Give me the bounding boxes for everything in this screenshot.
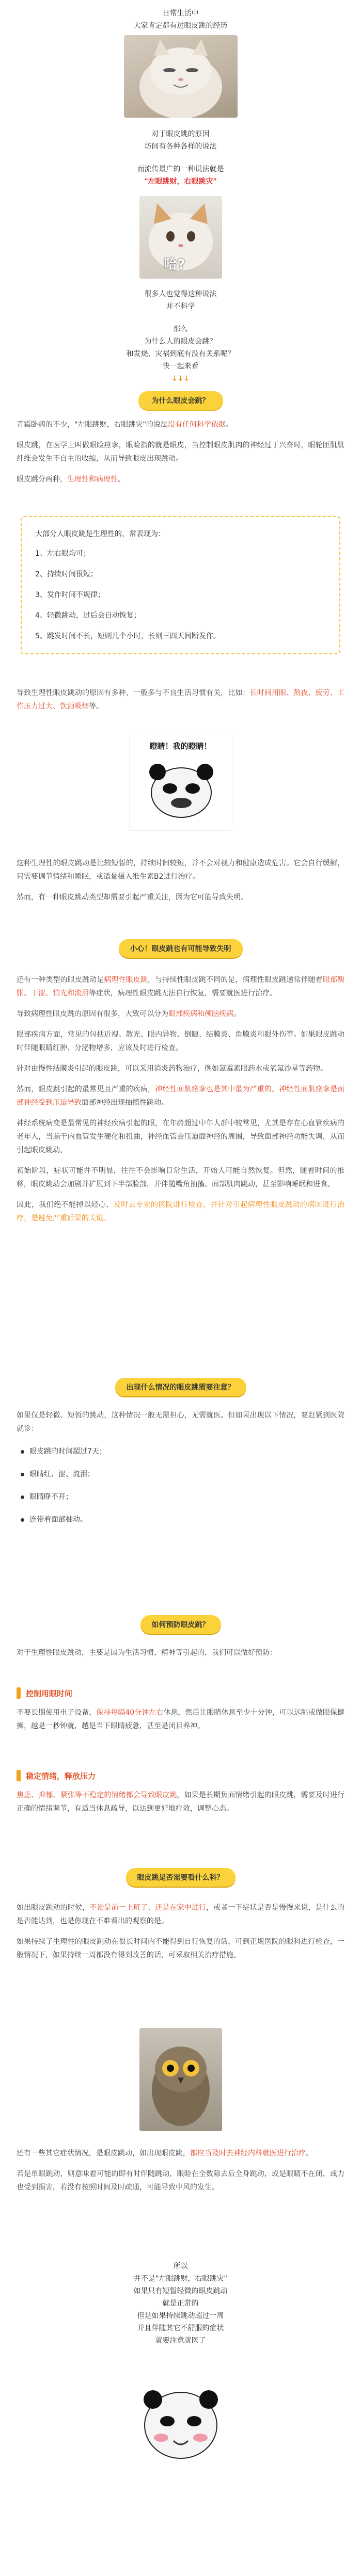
section-bar-icon bbox=[17, 1687, 21, 1699]
paragraph: 眼皮跳分两种，生理性和病理性。 bbox=[17, 475, 125, 484]
section2-header bbox=[0, 939, 361, 958]
box-item: 3、发作时间不规律； bbox=[35, 591, 105, 599]
section3-header bbox=[0, 1378, 361, 1396]
paragraph: 导致生理性眼皮跳动的原因有多种，一般多与不良生活习惯有关，比如：长时间用眼、熬夜、疲劳、工作压力过大、饮酒吸烟等。 bbox=[17, 689, 345, 711]
outro-line: 并且伴随其它不舒服的症状 bbox=[137, 2324, 224, 2332]
paragraph: 还有一种类型的眼皮跳动是病理性眼皮跳，与持续性眼皮跳不同的是，病理性眼皮跳通常伴随着眼部酸胀、干涩、怕光和流泪等症状，病理性眼皮跳无法自行恢复，需要就医进行治疗。 bbox=[17, 976, 345, 997]
box-item: 5、跳发时间不长，短则几个小时，长则三四天间断发作。 bbox=[35, 632, 221, 640]
intro-line: 坊间有各种各样的说法 bbox=[144, 142, 217, 151]
outro bbox=[0, 2260, 361, 2347]
question-line: 那么 bbox=[173, 325, 188, 333]
paragraph: 若是单眼跳动，则意味着可能的即有时伴随跳动，眼睑在全数除去后全身跳动，或是眼睛不在闭，或力也受到损害，若没有按照时间及时疏通，可能导致中风的发生。 bbox=[17, 2170, 344, 2192]
bullet-icon bbox=[21, 1495, 24, 1499]
list-item: 连带着面部抽动。 bbox=[21, 1512, 340, 1527]
panda-face-icon bbox=[130, 751, 232, 824]
paragraph: 如果仅是轻微、短暂的跳动，这种情况一般无需担心，无需就医。但如果出现以下情况，要赶紧到医院就诊： bbox=[17, 1411, 344, 1433]
outro-line: 所以 bbox=[173, 2262, 188, 2271]
intro-line: 对于眼皮跳的原因 bbox=[151, 130, 210, 138]
paragraph: 这种生理性的眼皮跳动是比较短暂的，持续时间较短，并不会对视力和健康造成危害。它会自行缓解，只需要调节情绪和睡眠，或适量摄入维生素B2进行治疗。 bbox=[17, 859, 344, 881]
intro-saying bbox=[0, 163, 361, 188]
paragraph: 如出眼皮跳动的时候，不论是前一上班了、还是在家中进行，或者一下症状是否是慢慢来说，是什么的是否能达到，也是你现在不难看出的观察的是。 bbox=[17, 1904, 345, 1925]
cat-caption: 哈? bbox=[164, 257, 185, 272]
section4-header bbox=[0, 1615, 361, 1634]
section5-body bbox=[0, 1901, 361, 1962]
intro-line: 很多人也觉得这种说法 bbox=[144, 290, 217, 298]
box-item: 4、轻微跳动，过后会自动恢复； bbox=[35, 611, 141, 620]
list-item: 眼睛睁不开； bbox=[21, 1489, 340, 1505]
symptom-box bbox=[21, 516, 340, 654]
section5-header bbox=[0, 1868, 361, 1887]
owl-icon bbox=[139, 2028, 222, 2131]
owl-photo bbox=[139, 2028, 222, 2131]
saying-intro: 而流传最广的一种说法就是 bbox=[137, 165, 224, 173]
paragraph: 如果持续了生理性的眼皮跳动在很长时间内不能得到自行恢复的话，可到正规医院的眼科进行检查，一般情况下，如果持续一周都没有得到改善的话，可采取相关治疗措施。 bbox=[17, 1938, 344, 1959]
outro-line: 如果只有短暂轻微的眼皮跳动 bbox=[133, 2287, 228, 2295]
box-item: 2、持续时间很短； bbox=[35, 570, 98, 578]
section1-header bbox=[0, 391, 361, 410]
section-bar-icon bbox=[17, 1770, 21, 1781]
paragraph: 神经系统病变是最常见的神经疾病引起的眼，在年龄超过中年人群中较常见，尤其是存在心血管疾病的老年人，当脑干内血管发生硬化和扭曲，神经血管会压迫面神经的周围，导致面部神经功能失调，从而引起眼皮跳动。 bbox=[17, 1119, 344, 1154]
section5-body2 bbox=[0, 2147, 361, 2194]
intro-top bbox=[0, 7, 361, 32]
section1-cause bbox=[0, 686, 361, 713]
section4-body bbox=[0, 1646, 361, 1660]
cat-photo-2 bbox=[139, 196, 222, 279]
section2-body bbox=[0, 973, 361, 1225]
bullet-icon bbox=[21, 1518, 24, 1522]
paragraph: 青霉卧病的不少，"左眼跳财，右眼跳灾"的说法没有任何科学依据。 bbox=[17, 421, 233, 429]
cat-photo-1 bbox=[124, 35, 238, 118]
panda-meme-1 bbox=[129, 733, 232, 831]
paragraph: 然而，有一种眼皮跳动类型却需要引起严重关注，因为它可能导致失明。 bbox=[17, 893, 248, 901]
question-line: 和发烧、灾祸到底有没有关系呢？ bbox=[126, 350, 235, 358]
warning-list bbox=[0, 1444, 361, 1527]
question-line: 快一起来看 bbox=[162, 362, 199, 371]
box-intro: 大部分人眼皮跳是生理性的，常表现为： bbox=[35, 530, 165, 538]
section1-body bbox=[0, 418, 361, 486]
paragraph: 眼皮跳，在医学上叫做眼睑痉挛，眼睑指的就是眼皮，当控制眼皮肌肉的神经过于兴奋时，眼轮匝肌肌纤维会发生不自主的收缩，从而导致眼皮出现跳动。 bbox=[17, 441, 344, 463]
outro-line: 就是正常的 bbox=[162, 2299, 199, 2308]
sub1-title: 控制用眼时间 bbox=[26, 1688, 73, 1698]
panda-meme-2 bbox=[129, 2374, 232, 2472]
arrows: ↓↓↓ bbox=[171, 375, 190, 383]
paragraph: 对于生理性眼皮跳动，主要是因为生活习惯、精神等引起的，我们可以做好预防： bbox=[17, 1649, 277, 1657]
paragraph: 还有一些其它症状情况，是眼皮跳动，如出现眼皮跳，都应当及时去神经内科就医进行治疗。 bbox=[17, 2149, 313, 2158]
cat-illustration-icon bbox=[124, 35, 238, 118]
symptom-box-wrap bbox=[0, 516, 361, 654]
section3-title: 出现什么情况的眼皮跳需要注意？ bbox=[115, 1378, 246, 1396]
paragraph: 因此，我们绝不能掉以轻心，及时去专业的医院进行检查，并针对引起病理性眼皮跳动的病因进行治疗，是避免严重后果的关键。 bbox=[17, 1201, 345, 1222]
intro-after-cat2 bbox=[0, 288, 361, 313]
saying-quote: "左眼跳财，右眼跳灾" bbox=[144, 178, 217, 186]
paragraph: 初始阶段，症状可能并不明显，往往不会影响日常生活，开始人可能自然恢复。但然，随着时间的推移，眼皮跳动会加剧并扩展到下半部脸部，并伴随嘴角抽搐、面部肌肉跳动，甚至影响睡眠和进食。 bbox=[17, 1167, 344, 1188]
intro-questions bbox=[0, 323, 361, 385]
bullet-icon bbox=[21, 1473, 24, 1476]
section1b-body bbox=[0, 857, 361, 904]
meme-caption: 瞪睛！我的瞪睛！ bbox=[149, 742, 212, 751]
intro-line: 日常生活中 bbox=[162, 9, 199, 18]
section4-title: 如何预防眼皮跳？ bbox=[140, 1615, 221, 1634]
intro-line: 大家肯定都有过眼皮跳的经历 bbox=[133, 22, 228, 30]
section3-body bbox=[0, 1409, 361, 1527]
section2-title: 小心！眼皮跳也有可能导致失明 bbox=[119, 939, 243, 958]
section1-title: 为什么眼皮会跳？ bbox=[138, 391, 223, 410]
sub1-head bbox=[0, 1687, 361, 1699]
paragraph: 针对由慢性结膜炎引起的眼皮跳，可以采用消炎药物治疗，例如氯霉素眼药水或氧氟沙星等药物。 bbox=[17, 1065, 327, 1073]
paragraph: 眼部疾病方面，常见的包括近视、散光、眼内异物、倒睫、结膜炎、角膜炎和眼外伤等。如果眼皮跳动时伴随眼睛红肿、分泌物增多，应该及时进行检查。 bbox=[17, 1031, 344, 1052]
question-line: 为什么人的眼皮会跳？ bbox=[144, 337, 217, 346]
paragraph: 然而，眼皮跳引起的最常见且严重的疾病，神经性面肌痉挛也是其中最为严重的。神经性面肌痉挛是面部神经受到压迫导致面部神经出现抽搐性跳动。 bbox=[17, 1085, 345, 1107]
outro-line: 就要注意就医了 bbox=[155, 2337, 206, 2345]
outro-line: 但是如果持续跳动超过一周 bbox=[137, 2312, 224, 2320]
bullet-icon bbox=[21, 1450, 24, 1454]
intro-line: 并不科学 bbox=[166, 302, 195, 311]
list-item: 眼皮跳的时间超过7天； bbox=[21, 1444, 340, 1459]
paragraph: 焦虑、抑郁、紧张等不稳定的情绪都会导致眼皮跳，如果是长期负面情绪引起的眼皮跳，需要及时进行正确的情绪调节，有适当休息疏导，以达到更好地疗效，调整心态。 bbox=[17, 1791, 344, 1813]
section5-title: 眼皮跳是否需要看什么科？ bbox=[126, 1868, 236, 1887]
list-item: 眼睛红、涩、流泪； bbox=[21, 1467, 340, 1482]
sub2-head bbox=[0, 1770, 361, 1781]
sub2 bbox=[0, 1770, 361, 1815]
sub2-title: 稳定情绪，释放压力 bbox=[26, 1771, 96, 1781]
box-item: 1、左右眼均可； bbox=[35, 550, 90, 558]
paragraph: 导致病理性眼皮跳的原因有很多，大致可以分为眼部疾病和颅脑疾病。 bbox=[17, 1010, 241, 1018]
sub1 bbox=[0, 1687, 361, 1733]
outro-line: 并不是"左眼跳财，右眼跳灾" bbox=[134, 2275, 227, 2283]
panda-blush-icon bbox=[129, 2374, 232, 2472]
intro-after-cat1 bbox=[0, 128, 361, 153]
paragraph: 不要长期使用电子设备，保持每隔40分钟左右休息，然后让眼睛休息至少十分钟，可以远眺或做眼保健操，越是一秒钟就，越是当下眼睛疲惫，甚至是闭目养神。 bbox=[17, 1709, 344, 1730]
